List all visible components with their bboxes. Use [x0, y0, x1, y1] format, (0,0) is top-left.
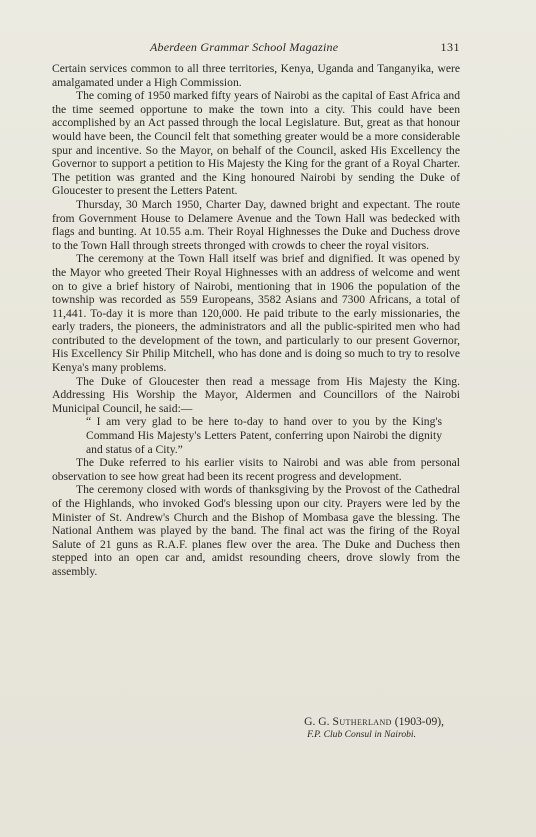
paragraph: The coming of 1950 marked fifty years of Nairobi as the capital of East Africa and the time seemed opportune to make the town into a city. This could have been accomplished by an Act passed through the local Legislature. But, great as that honour would have been, the Council felt that something greater would be a more considerable spur and incentive. So the Mayor, on behalf of the Council, asked His Excellency the Governor to support a petition to His Majesty the King for the grant of a Royal Charter. The petition was granted and the King honoured Nairobi by sending the Duke of Gloucester to present the Letters Patent.: [52, 89, 460, 198]
paragraph: The ceremony closed with words of thanksgiving by the Provost of the Cathedral of the Highlands, who invoked God's blessing upon our city. Prayers were led by the Minister of St. Andrew's Church and the Bishop of Mombasa gave the blessing. The National Anthem was played by the band. The final act was the firing of the Royal Salute of 21 guns as R.A.F. planes flew over the area. The Duke and Duchess then stepped into an open car and, amidst resounding cheers, drove slowly from the assembly.: [52, 483, 460, 578]
paragraph: The Duke of Gloucester then read a message from His Majesty the King. Addressing His Worship the Mayor, Aldermen and Councillors of the Nairobi Municipal Council, he said:—: [52, 374, 460, 415]
signature-block: [52, 715, 460, 741]
signature-title: F.P. Club Consul in Nairobi.: [307, 729, 416, 740]
page-number: 131: [440, 40, 460, 54]
paragraph: Certain services common to all three territories, Kenya, Uganda and Tanganyika, were amalgamated under a High Commission.: [52, 62, 460, 89]
block-quote: “ I am very glad to be here to-day to hand over to you by the King's Command His Majesty's Letters Patent, conferring upon Nairobi the dignity and status of a City.”: [86, 415, 442, 456]
paragraph: The ceremony at the Town Hall itself was brief and dignified. It was opened by the Mayor who greeted Their Royal Highnesses with an address of welcome and went on to give a brief history of Nairobi, mentioning that in 1906 the population of the township was recorded as 559 Europeans, 3582 Asians and 7300 Africans, a total of 11,441. To-day it is more than 120,000. He paid tribute to the early missionaries, the early traders, the pioneers, the administrators and all the public-spirited men who had contributed to the development of the town, and particularly to our present Governor, His Excellency Sir Philip Mitchell, who has done and is doing so much to try to resolve Kenya's many problems.: [52, 252, 460, 375]
paragraph: Thursday, 30 March 1950, Charter Day, dawned bright and expectant. The route from Government House to Delamere Avenue and the Town Hall was bedecked with flags and bunting. At 10.55 a.m. Their Royal Highnesses the Duke and Duchess drove to the Town Hall through streets thronged with crowds to cheer the royal visitors.: [52, 197, 460, 252]
signature-initials: G. G.: [304, 715, 330, 728]
page-header: [52, 40, 460, 56]
signature-years: (1903-09),: [394, 715, 444, 728]
article-body: [52, 62, 460, 579]
paragraph: The Duke referred to his earlier visits to Nairobi and was able from personal observation to see how great had been its recent progress and development.: [52, 456, 460, 483]
signature-name: [52, 715, 460, 729]
running-title: Aberdeen Grammar School Magazine: [150, 40, 339, 54]
signature-surname: Sutherland: [332, 715, 392, 728]
